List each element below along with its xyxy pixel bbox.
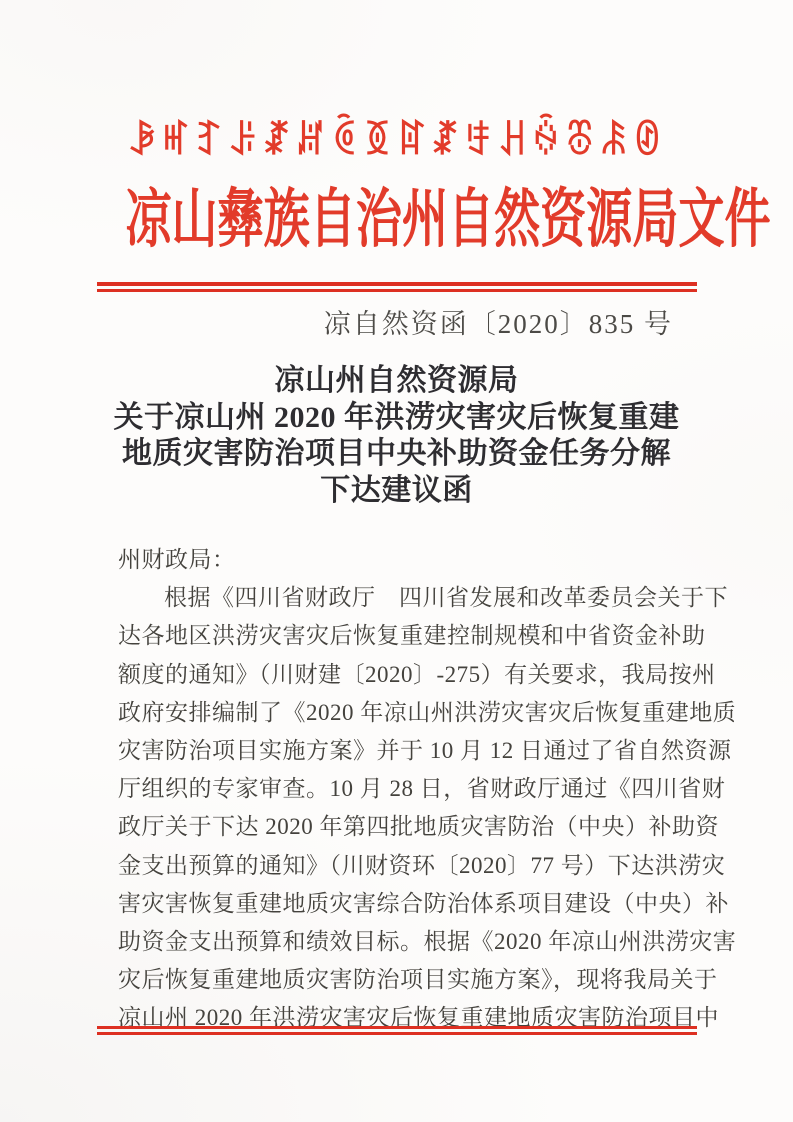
letterhead-agency-name — [0, 174, 793, 266]
document-title-line: 下达建议函 — [320, 473, 473, 507]
header-double-red-rule — [97, 282, 697, 292]
salutation: 州财政局： — [118, 547, 236, 572]
document-number: 凉自然资函〔2020〕835 号 — [323, 309, 673, 339]
letterhead-agency-name-text: 凉山彝族自治州自然资源局文件 — [125, 184, 771, 255]
body-line: 根据《四川省财政厅 四川省发展和改革委员会关于下 — [164, 585, 728, 611]
body-line: 灾害防治项目实施方案》并于 10 月 12 日通过了省自然资源 — [118, 738, 732, 764]
body-line: 灾后恢复重建地质灾害防治项目实施方案》，现将我局关于 — [118, 967, 718, 993]
body-line: 政府安排编制了《2020 年凉山州洪涝灾害灾后恢复重建地质 — [118, 699, 737, 725]
body-line: 达各地区洪涝灾害灾后恢复重建控制规模和中省资金补助 — [118, 623, 706, 649]
body-line: 额度的通知》（川财建〔2020〕-275）有关要求，我局按州 — [118, 661, 716, 687]
footer-double-red-rule — [97, 1026, 697, 1035]
body-line: 金支出预算的通知》（川财资环〔2020〕77 号）下达洪涝灾 — [118, 852, 726, 878]
body-line: 凉山州 2020 年洪涝灾害灾后恢复重建地质灾害防治项目中 — [118, 1005, 719, 1031]
body-line: 政厅关于下达 2020 年第四批地质灾害防治（中央）补助资 — [118, 814, 719, 840]
document-title-line: 关于凉山州 2020 年洪涝灾害灾后恢复重建 — [113, 400, 680, 434]
body-line: 害灾害恢复重建地质灾害综合防治体系项目建设（中央）补 — [118, 890, 729, 916]
body-paragraph — [118, 541, 737, 1038]
letterhead-yi-script: ꆃꎭꆈꌠꊨꏦꏱꅉꍏꊨꄜꃅꍇꁨꄯꊸ — [127, 121, 666, 163]
document-title — [0, 363, 793, 509]
document-title-line: 凉山州自然资源局 — [274, 364, 519, 397]
body-line: 助资金支出预算和绩效目标。根据《2020 年凉山州洪涝灾害 — [118, 929, 737, 955]
document-title-line: 地质灾害防治项目中央补助资金任务分解 — [122, 437, 671, 470]
body-line: 厅组织的专家审查。10 月 28 日，省财政厅通过《四川省财 — [118, 776, 726, 802]
